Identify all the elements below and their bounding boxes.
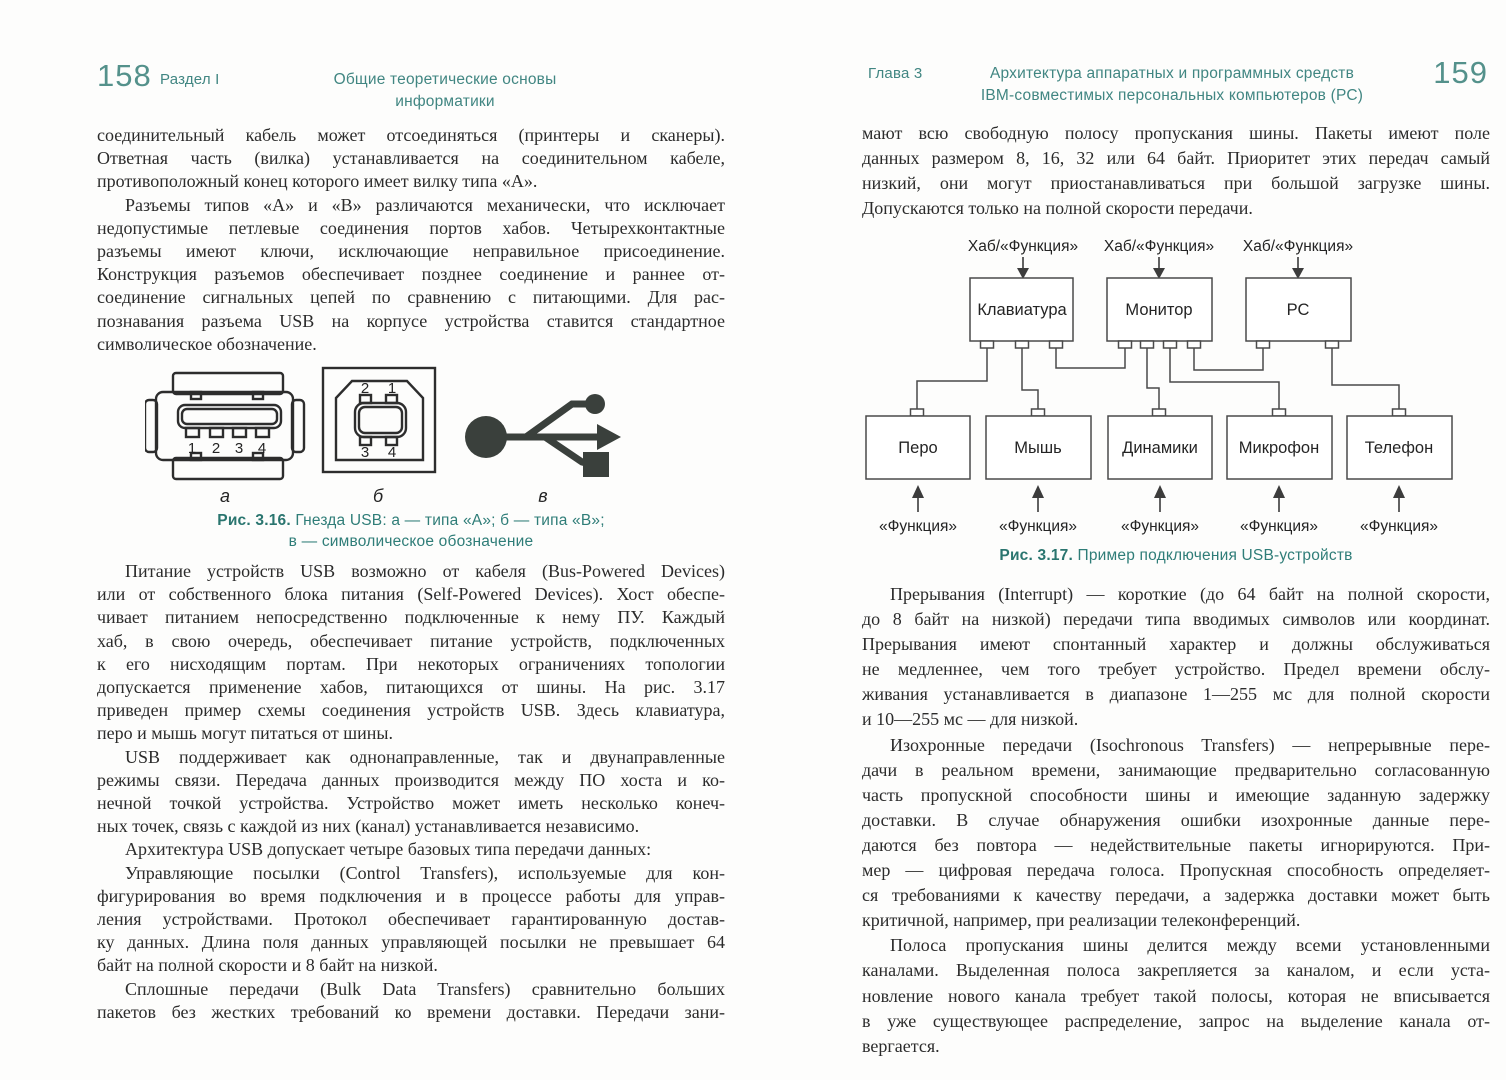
svg-text:2: 2	[360, 380, 370, 397]
left-text-bottom	[97, 560, 725, 1024]
text-line: вергается.	[862, 1035, 940, 1056]
text-line: нечной точкой устройства. Устройство может иметь несколько конеч-	[97, 793, 725, 814]
text-line: Разъемы типов «А» и «В» различаются механически, что исключает	[125, 194, 725, 215]
text-line: Полоса пропускания шины делится между всеми установленными	[890, 935, 1490, 956]
function-labels	[879, 518, 1438, 535]
paragraph	[97, 560, 725, 746]
running-title-left: Общие теоретические основы информатики	[333, 71, 557, 110]
text-line: перо и мышь могут питаться от шины.	[97, 723, 394, 744]
svg-text:3: 3	[360, 444, 370, 461]
text-line: символическое обозначение.	[97, 333, 317, 354]
text-line: даются без повтора — недействительные пакеты игнорируются. При-	[862, 834, 1490, 855]
running-title-right-line1: Архитектура аппаратных и программных средств	[989, 65, 1354, 82]
device-ports	[911, 409, 1406, 416]
usb-cables	[917, 348, 1399, 409]
text-line: мают всю свободную полосу пропускания шины. Пакеты имеют поле	[862, 123, 1490, 143]
figure-317-caption-text: Пример подключения USB-устройств	[1077, 547, 1353, 564]
figure-316-caption-text2: в — символическое обозначение	[288, 533, 534, 550]
svg-text:«Функция»: «Функция»	[1359, 518, 1439, 535]
svg-text:«Функция»: «Функция»	[998, 518, 1078, 535]
page-158	[97, 0, 725, 1080]
text-line: ку данных. Длина поля данных управляющей посылки не превышает 64	[97, 932, 725, 953]
svg-text:б: б	[372, 486, 384, 506]
paragraph	[97, 978, 725, 1024]
text-line: мер — цифровая передача голоса. Пропускная способность определяет-	[862, 860, 1490, 881]
left-text-top	[97, 124, 725, 356]
text-line: часть пропускной способности шины и имеющие заданную задержку	[862, 784, 1490, 805]
text-line: приведен пример схемы соединения устройств USB. Здесь клавиатура,	[97, 700, 725, 721]
text-line: режимы связи. Передача данных производится между ПО хоста и ко-	[97, 769, 725, 790]
text-line: чивает питанием непосредственно подключенные к нему ПУ. Каждый	[97, 607, 725, 628]
text-line: Сплошные передачи (Bulk Data Transfers) сравнительно больших	[125, 978, 725, 999]
svg-text:Мышь: Мышь	[1014, 439, 1062, 457]
text-line: ных точек, связь с каждой из них (канал) устанавливается независимо.	[97, 816, 640, 837]
text-line: хаб, в свою очередь, обеспечивает питание устройств, подключенных	[97, 630, 725, 651]
usb-type-b-drawing	[323, 368, 435, 472]
paragraph	[97, 194, 725, 356]
text-line: данных размером 8, 16, 32 или 64 байт. Приоритет этих передач самый	[862, 148, 1490, 169]
svg-text:«Функция»: «Функция»	[1120, 518, 1200, 535]
right-text-bottom	[862, 582, 1490, 1059]
svg-text:Хаб/«Функция»: Хаб/«Функция»	[1103, 238, 1215, 255]
text-line: фигурирования во время подключения и в процессе работы для управ-	[97, 885, 725, 906]
function-arrowheads	[912, 485, 1405, 498]
paragraph	[862, 933, 1490, 1058]
running-title-right-line2: IBM-совместимых персональных компьютеров (РС)	[980, 87, 1364, 104]
text-line: Управляющие посылки (Control Transfers), используемые для кон-	[125, 862, 725, 883]
figure-316-caption-text1: Гнезда USB: а — типа «А»; б — типа «В»;	[295, 512, 605, 529]
text-line: байт на полной скорости и 8 байт на низкой.	[97, 955, 438, 976]
figure-316-caption	[97, 510, 725, 552]
svg-text:«Функция»: «Функция»	[878, 518, 958, 535]
paragraph	[97, 124, 725, 194]
svg-text:Динамики: Динамики	[1122, 439, 1198, 457]
page-number-left: 158	[97, 58, 152, 93]
svg-text:в: в	[538, 486, 548, 506]
text-line: или от собственного блока питания (Self-Powered Devices). Хост обеспе-	[97, 584, 725, 605]
text-line: соединение сигнальных цепей по сравнению с питающими. Для рас-	[97, 287, 725, 308]
svg-text:4: 4	[387, 444, 397, 461]
text-line: допускается применение хабов, питающихся от шины. На рис. 3.17	[97, 677, 725, 698]
text-line: дачи в реальном времени, занимающие предварительно согласованную	[862, 759, 1490, 780]
text-line: познавания разъема USB на корпусе устройства ставится стандартное	[97, 310, 725, 331]
page-number-right: 159	[1433, 55, 1488, 90]
text-line: доставки. В случае обнаружения ошибки изохронные данные пере-	[862, 809, 1490, 830]
svg-text:«Функция»: «Функция»	[1239, 518, 1319, 535]
text-line: каналами. Выделенная полоса закрепляется за каналом, и если уста-	[862, 960, 1490, 981]
svg-text:Хаб/«Функция»: Хаб/«Функция»	[967, 238, 1079, 255]
left-running-head	[97, 58, 725, 110]
figure-317-usb-diagram	[864, 235, 1464, 535]
text-line: в уже существующее распределение, запрос на выделение канала от-	[862, 1010, 1490, 1031]
svg-text:Хаб/«Функция»: Хаб/«Функция»	[1242, 238, 1354, 255]
text-line: недопустимые петлевые соединения портов хабов. Четырехконтактные	[97, 217, 725, 238]
section-label: Раздел I	[160, 71, 220, 88]
usb-type-a-pin-numbers	[188, 440, 266, 457]
text-line: не медленнее, чем того требует устройство. Предел времени обслу-	[862, 659, 1490, 680]
text-line: разъемы имеют ключи, исключающие неправильное присоединение.	[97, 241, 725, 262]
text-line: Допускаются только на полной скорости передачи.	[862, 198, 1253, 219]
svg-text:Клавиатура: Клавиатура	[977, 301, 1067, 319]
text-line: низкий, они могут приостанавливаться при большой загрузке шины.	[862, 173, 1490, 194]
hub-function-labels	[968, 238, 1353, 255]
figure-316-usb-connectors	[145, 356, 645, 508]
svg-text:а: а	[219, 486, 231, 506]
page-159	[862, 0, 1490, 1080]
svg-text:1: 1	[187, 440, 197, 457]
svg-text:Микрофон: Микрофон	[1238, 439, 1320, 457]
right-running-head	[862, 55, 1490, 107]
text-line: к его нисходящим портам. При некоторых ограничениях топологии	[97, 653, 725, 674]
text-line: Архитектура USB допускает четыре базовых типа передачи данных:	[125, 839, 652, 860]
function-arrows	[918, 497, 1399, 512]
svg-text:2: 2	[211, 440, 221, 457]
running-title-right	[922, 63, 1422, 107]
svg-text:3: 3	[234, 440, 244, 457]
text-line: критичной, например, при реализации телеконференций.	[862, 910, 1301, 931]
text-line: USB поддерживает как однонаправленные, так и двунаправленные	[125, 746, 725, 767]
chapter-label: Глава 3	[868, 65, 923, 82]
paragraph	[97, 838, 725, 861]
text-line: Конструкция разъемов обеспечивает позднее соединение и раннее от-	[97, 264, 725, 285]
text-line: живания устанавливается в диапазоне 1—255 мс для полной скорости	[862, 684, 1490, 705]
svg-text:Телефон: Телефон	[1364, 439, 1434, 457]
text-line: Прерывания (Interrupt) — короткие (до 64 байт на полной скорости,	[890, 584, 1490, 604]
paragraph	[97, 746, 725, 839]
usb-type-a-drawing	[145, 373, 304, 479]
hub-ports	[981, 341, 1339, 348]
figure-317-caption	[862, 545, 1490, 566]
paragraph	[97, 862, 725, 978]
text-line: противоположный конец которого имеет вилку типа «А».	[97, 171, 538, 192]
paragraph	[862, 733, 1490, 934]
text-line: и 10—255 мс — для низкой.	[862, 709, 1079, 730]
right-text-top	[862, 121, 1490, 221]
figure-317-caption-label: Рис. 3.17.	[999, 547, 1073, 564]
text-line: соединительный кабель может отсоединяться (принтеры и сканеры).	[97, 125, 725, 145]
text-line: ся требованиями к качеству передачи, а задержка доставки может быть	[862, 885, 1490, 906]
figure-316-caption-label: Рис. 3.16.	[217, 512, 291, 529]
usb-type-b-pin-numbers	[361, 380, 396, 461]
text-line: Питание устройств USB возможно от кабеля (Bus-Powered Devices)	[125, 561, 725, 581]
text-line: новление нового канала требует такой полосы, которая не вписывается	[862, 985, 1490, 1006]
figure-316-sub-labels	[220, 486, 548, 506]
text-line: Прерывания имеют спонтанный характер и должны обслуживаться	[862, 634, 1490, 655]
text-line: ления устройствами. Протокол обеспечивает гарантированную достав-	[97, 909, 725, 930]
text-line: пакетов без жестких требований ко времени доставки. Передачи зани-	[97, 1001, 725, 1022]
paragraph	[862, 582, 1490, 733]
text-line: Ответная часть (вилка) устанавливается на соединительном кабеле,	[97, 148, 725, 169]
svg-text:4: 4	[257, 440, 267, 457]
svg-text:Перо: Перо	[898, 439, 938, 457]
paragraph	[862, 121, 1490, 221]
svg-text:1: 1	[387, 380, 397, 397]
text-line: Изохронные передачи (Isochronous Transfers) — непрерывные пере-	[890, 734, 1490, 755]
svg-text:Монитор: Монитор	[1125, 301, 1193, 319]
text-line: до 8 байт на низкой) передачи типа вводимых символов или координат.	[862, 609, 1490, 630]
svg-text:РС: РС	[1286, 301, 1310, 319]
